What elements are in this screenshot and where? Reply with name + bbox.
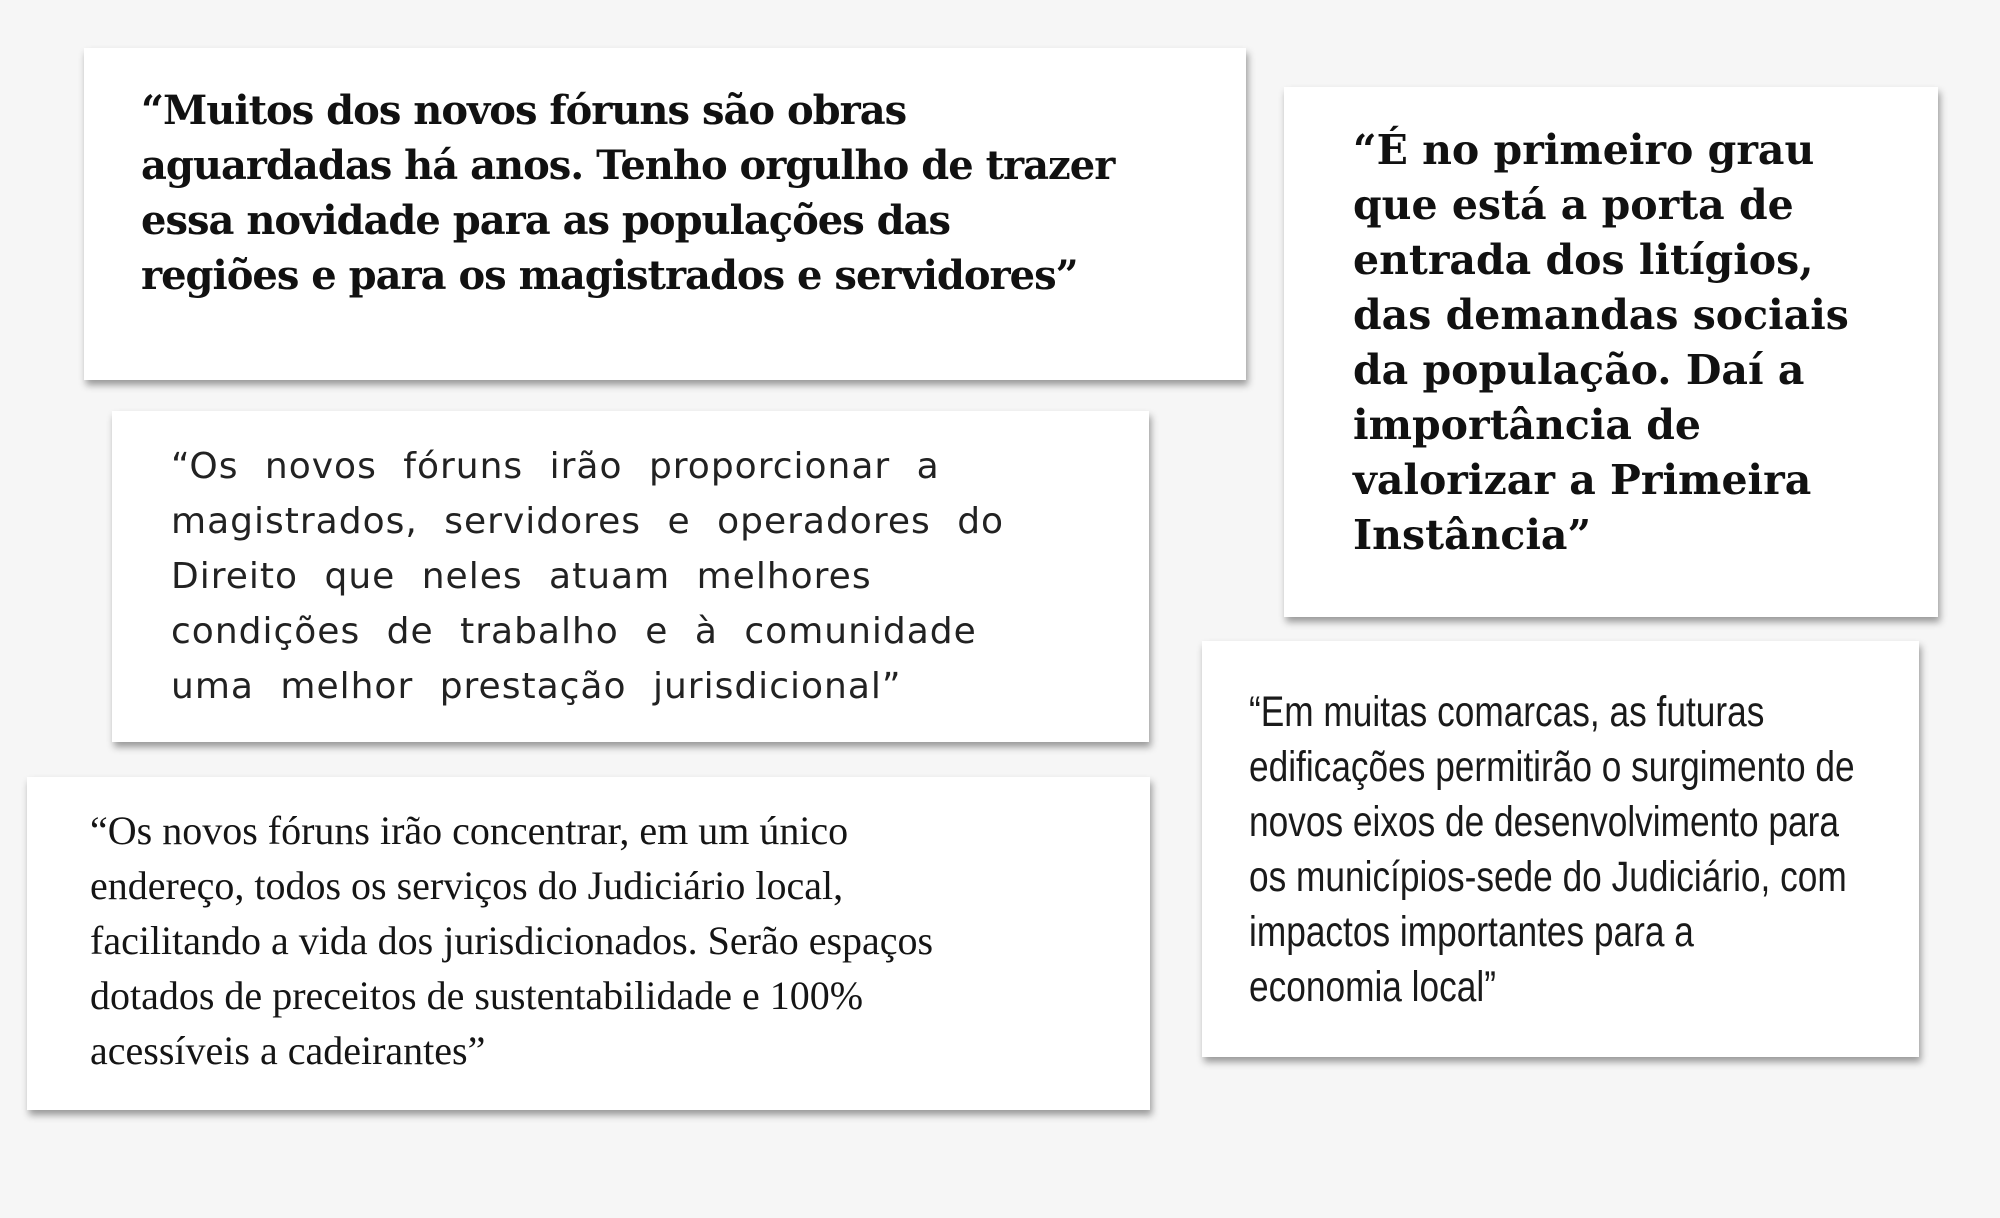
quote-card-4: [1284, 87, 1938, 617]
quote-card-5: [1202, 641, 1919, 1057]
quote-text-5: “Em muitas comarcas, as futuras edificações permitirão o surgimento de novos eixos de desenvolvimento para os municípios-sede do Judiciário, com impactos importantes para a economia local”: [1249, 688, 1855, 1011]
quote-text-3: “Os novos fóruns irão concentrar, em um único endereço, todos os serviços do Judiciário local, facilitando a vida dos jurisdicionados. Serão espaços dotados de preceitos de sustentabilidade e 100% acessíveis a cadeirantes”: [90, 808, 934, 1073]
quote-card-1: [84, 48, 1246, 380]
quote-text-1: “Muitos dos novos fóruns são obras aguardadas há anos. Tenho orgulho de trazer essa novidade para as populações das regiões e para os magistrados e servidores”: [141, 87, 1115, 299]
quote-text-4: “É no primeiro grau que está a porta de entrada dos litígios, das demandas sociais da população. Daí a importância de valorizar a Primeira Instância”: [1353, 126, 1849, 559]
quote-card-3: [27, 777, 1150, 1110]
quote-card-2: [112, 411, 1149, 742]
quote-text-2: “Os novos fóruns irão proporcionar a magistrados, servidores e operadores do Direito que neles atuam melhores condições de trabalho e à comunidade uma melhor prestação jurisdicional”: [171, 446, 1005, 707]
